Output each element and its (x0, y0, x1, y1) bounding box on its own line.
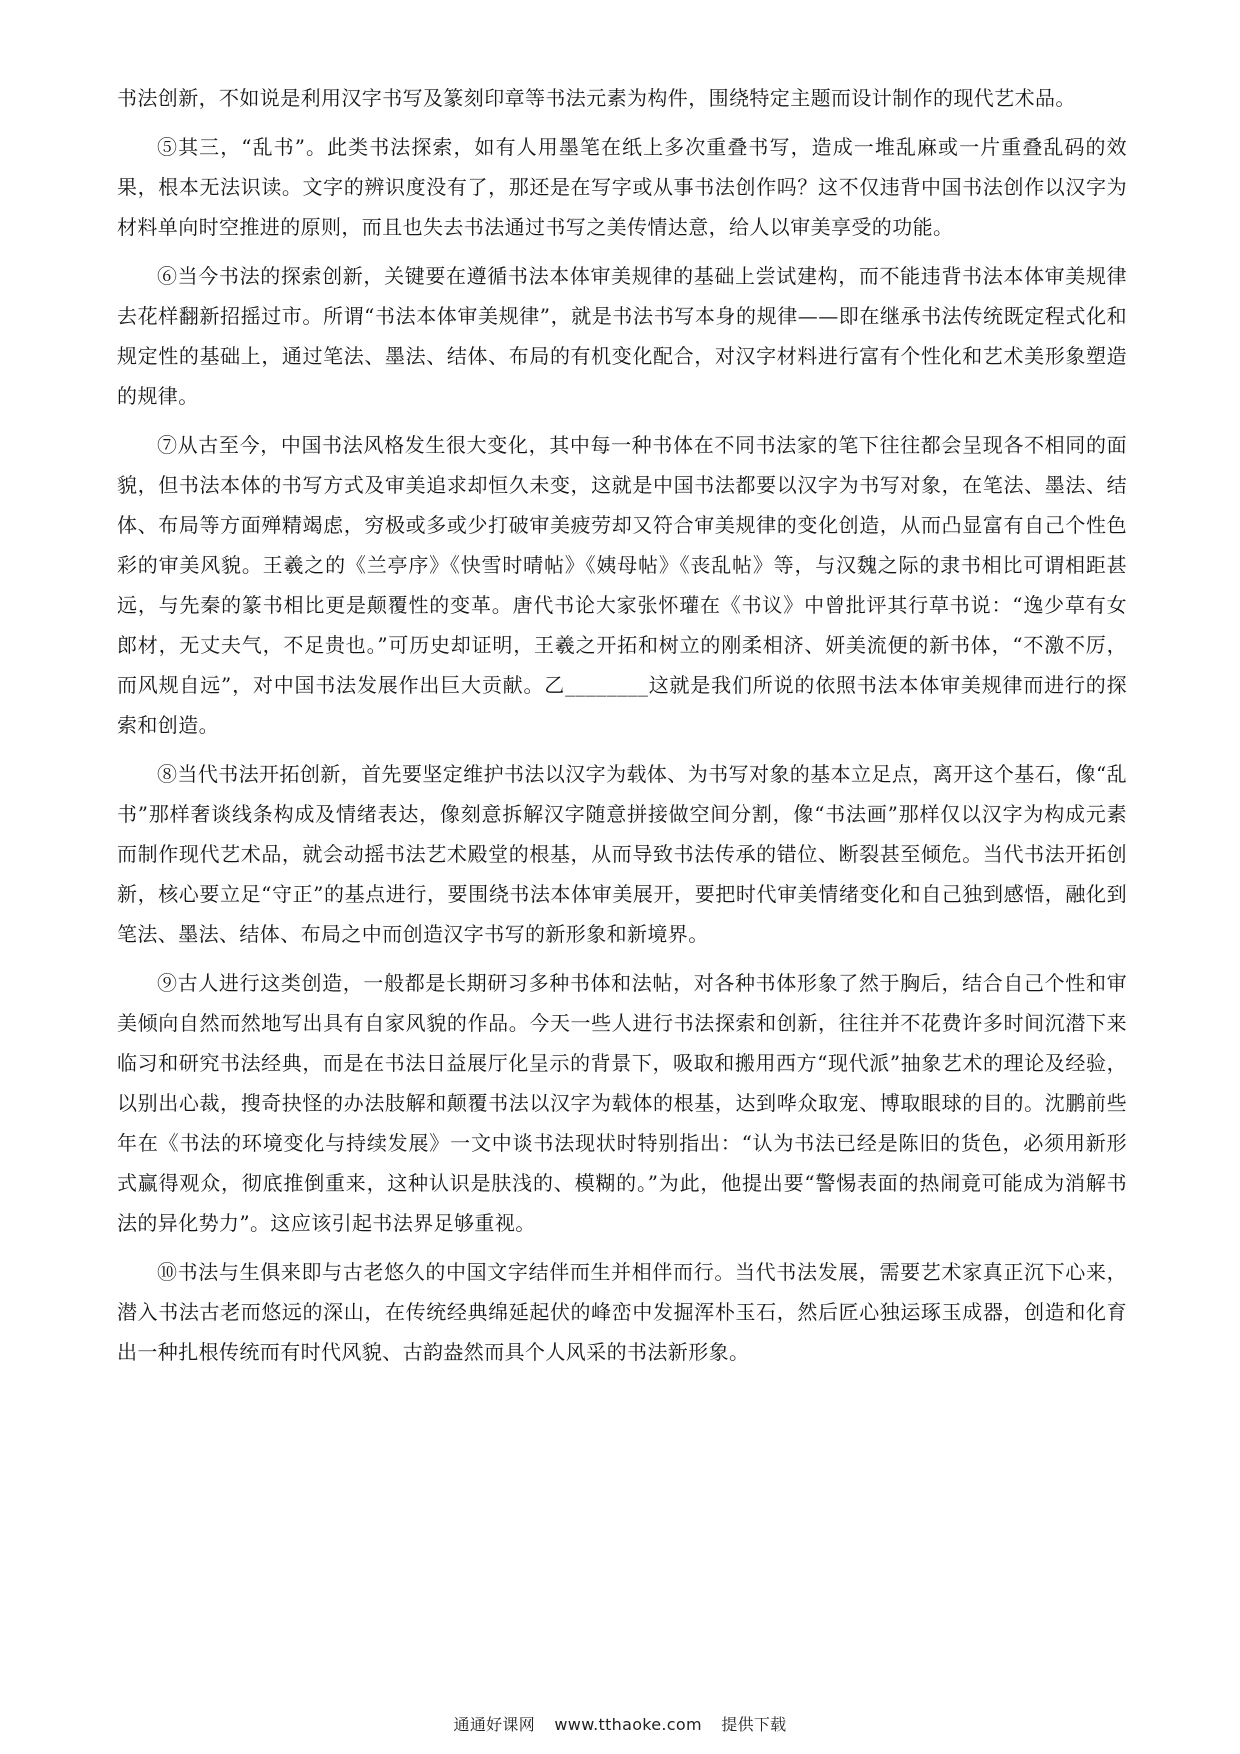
paragraph-7: ⑦从古至今，中国书法风格发生很大变化，其中每一种书体在不同书法家的笔下往往都会呈现各不相同的面貌，但书法本体的书写方式及审美追求却恒久未变，这就是中国书法都要以汉字为书写对象，在笔法、墨法、结体、布局等方面殚精竭虑，穷极或多或少打破审美疲劳却又符合审美规律的变化创造，从而凸显富有自己个性色彩的审美风貌。王羲之的《兰亭序》《快雪时晴帖》《姨母帖》《丧乱帖》等，与汉魏之际的隶书相比可谓相距甚远，与先秦的篆书相比更是颠覆性的变革。唐代书论大家张怀瓘在《书议》中曾批评其行草书说：“逸少草有女郎材，无丈夫气，不足贵也。”可历史却证明，王羲之开拓和树立的刚柔相济、妍美流便的新书体，“不激不厉，而风规自远”，对中国书法发展作出巨大贡献。乙________这就是我们所说的依照书法本体审美规律而进行的探索和创造。 (117, 433, 1127, 737)
paragraph-9: ⑨古人进行这类创造，一般都是长期研习多种书体和法帖，对各种书体形象了然于胸后，结合自己个性和审美倾向自然而然地写出具有自家风貌的作品。今天一些人进行书法探索和创新，往往并不花费许多时间沉潜下来临习和研究书法经典，而是在书法日益展厅化呈示的背景下，吸取和搬用西方“现代派”抽象艺术的理论及经验，以别出心裁，搜奇抉怪的办法肢解和颠覆书法以汉字为载体的根基，达到哗众取宠、博取眼球的目的。沈鹏前些年在《书法的环境变化与持续发展》一文中谈书法现状时特别指出：“认为书法已经是陈旧的货色，必须用新形式赢得观众，彻底推倒重来，这种认识是肤浅的、模糊的。”为此，他提出要“警惕表面的热闹竟可能成为消解书法的异化势力”。这应该引起书法界足够重视。 (117, 971, 1127, 1235)
footer-suffix: 提供下载 (721, 1715, 787, 1734)
footer-site-name: 通通好课网 (453, 1715, 536, 1734)
article-body (117, 78, 1127, 1381)
paragraph-6: ⑥当今书法的探索创新，关键要在遵循书法本体审美规律的基础上尝试建构，而不能违背书法本体审美规律去花样翻新招摇过市。所谓“书法本体审美规律”，就是书法书写本身的规律——即在继承书法传统既定程式化和规定性的基础上，通过笔法、墨法、结体、布局的有机变化配合，对汉字材料进行富有个性化和艺术美形象塑造的规律。 (117, 264, 1127, 408)
paragraph-8: ⑧当代书法开拓创新，首先要坚定维护书法以汉字为载体、为书写对象的基本立足点，离开这个基石，像“乱书”那样奢谈线条构成及情绪表达，像刻意拆解汉字随意拼接做空间分割，像“书法画”那样仅以汉字为构成元素而制作现代艺术品，就会动摇书法艺术殿堂的根基，从而导致书法传承的错位、断裂甚至倾危。当代书法开拓创新，核心要立足“守正”的基点进行，要围绕书法本体审美展开，要把时代审美情绪变化和自己独到感悟，融化到笔法、墨法、结体、布局之中而创造汉字书写的新形象和新境界。 (117, 762, 1127, 946)
footer-url[interactable]: www.tthaoke.com (554, 1715, 702, 1734)
paragraph-5: ⑤其三，“乱书”。此类书法探索，如有人用墨笔在纸上多次重叠书写，造成一堆乱麻或一片重叠乱码的效果，根本无法识读。文字的辨识度没有了，那还是在写字或从事书法创作吗？这不仅违背中国书法创作以汉字为材料单向时空推进的原则，而且也失去书法通过书写之美传情达意，给人以审美享受的功能。 (117, 135, 1127, 239)
paragraph-10: ⑩书法与生俱来即与古老悠久的中国文字结伴而生并相伴而行。当代书法发展，需要艺术家真正沉下心来，潜入书法古老而悠远的深山，在传统经典绵延起伏的峰峦中发掘浑朴玉石，然后匠心独运琢玉成器，创造和化育出一种扎根传统而有时代风貌、古韵盎然而具个人风采的书法新形象。 (117, 1260, 1127, 1364)
paragraph-continuation: 书法创新，不如说是利用汉字书写及篆刻印章等书法元素为构件，围绕特定主题而设计制作的现代艺术品。 (117, 86, 1076, 110)
page-footer (0, 1712, 1240, 1735)
